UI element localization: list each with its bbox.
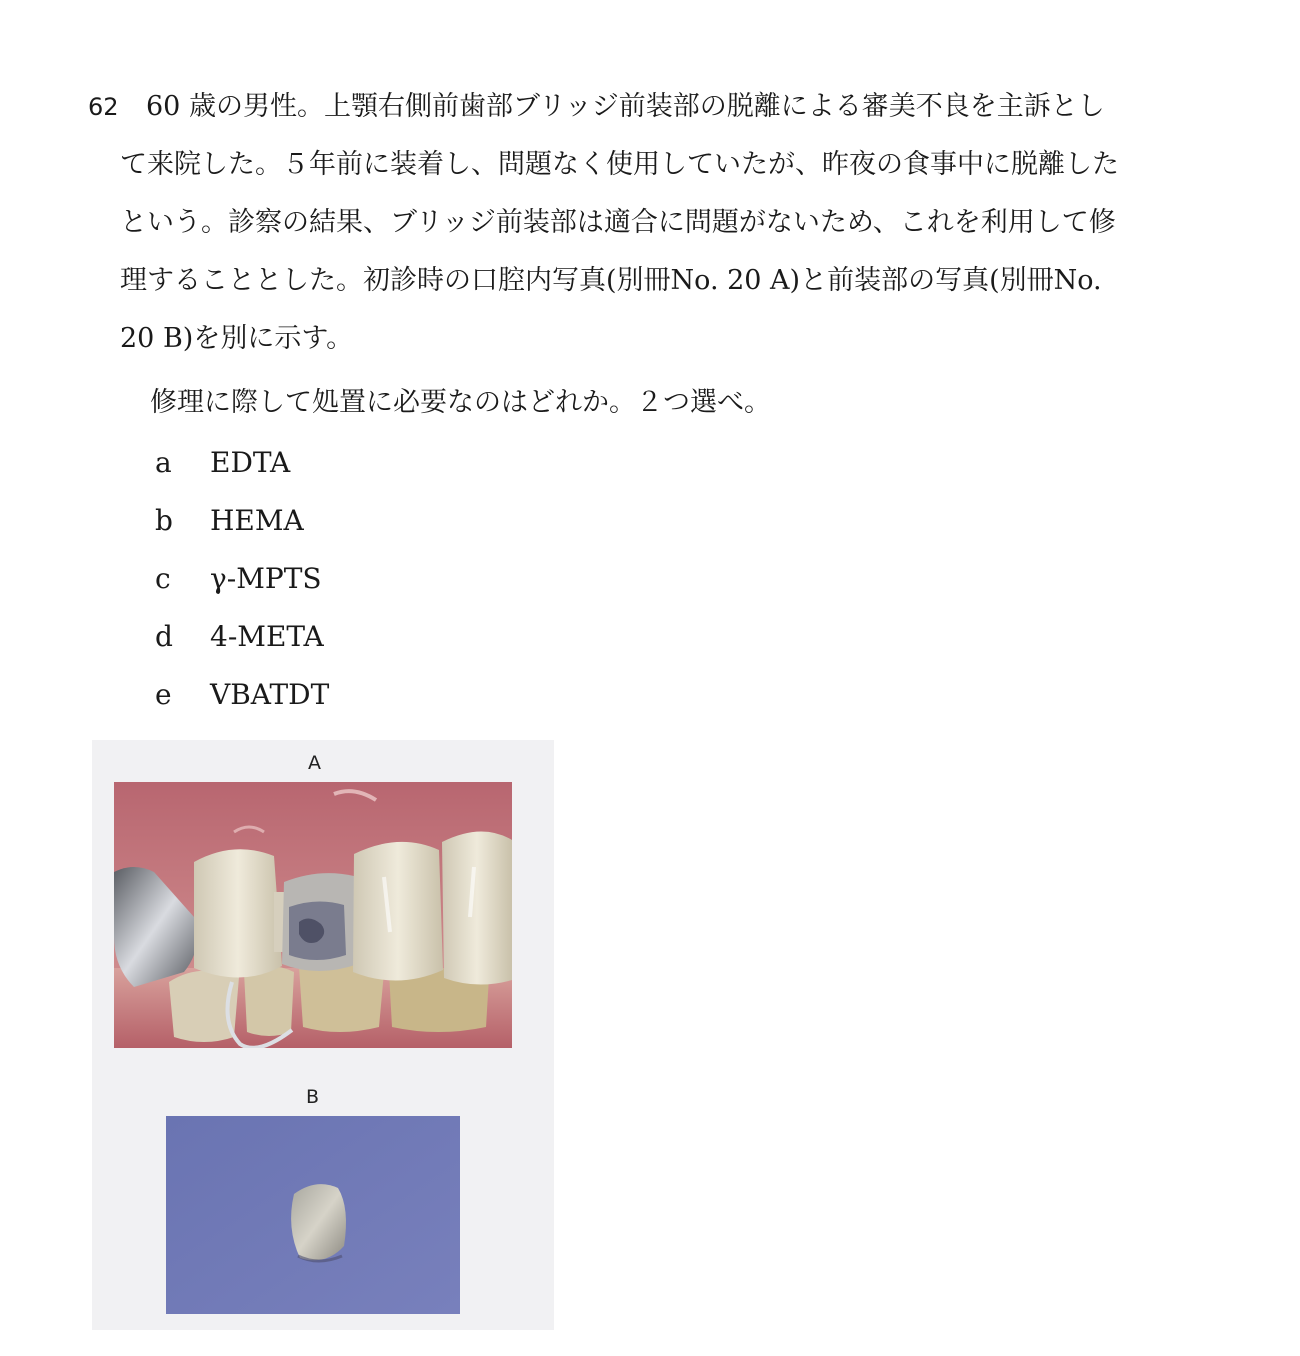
bridge-crown [353,842,443,981]
choice-e[interactable] [155,666,329,724]
choice-letter: e [155,678,172,711]
veneer-fragment [291,1184,346,1260]
figure-label-b: B [306,1086,320,1108]
stem-text-1: 60 歳の男性。上顎右側前歯部ブリッジ前装部の脱離による審美不良を主訴とし [146,91,1105,122]
question-prompt: 修理に際して処置に必要なのはどれか。２つ選べ。 [150,387,771,418]
choice-d[interactable] [155,608,329,666]
choice-text: EDTA [210,446,291,479]
figure-label-a: A [308,752,321,774]
question-stem [88,78,1228,368]
bridge-crown [442,831,512,984]
choice-text: γ-MPTS [210,562,322,595]
choice-letter: c [155,562,171,595]
choice-b[interactable] [155,492,329,550]
choice-text: VBATDT [210,678,330,711]
question-line-1 [88,78,1228,136]
stem-text-4: 理することとした。初診時の口腔内写真(別冊No. 20 A)と前装部の写真(別冊No. [120,265,1102,296]
choice-c[interactable] [155,550,329,608]
stem-text-2: て来院した。５年前に装着し、問題なく使用していたが、昨夜の食事中に脱離した [120,149,1119,180]
stem-text-3: という。診察の結果、ブリッジ前装部は適合に問題がないため、これを利用して修 [120,207,1116,238]
bridge-abutment-tooth [194,849,282,977]
choice-text: 4-META [210,620,324,653]
veneer-photo [166,1116,460,1314]
choice-letter: a [155,446,172,479]
choice-a[interactable] [155,434,329,492]
intraoral-photo [114,782,512,1048]
figure-panel [92,740,554,1330]
choice-letter: d [155,620,173,653]
stem-text-5: 20 B)を別に示す。 [120,323,354,354]
answer-choices [155,434,329,724]
question-number: 62 [88,93,119,121]
choice-text: HEMA [210,504,304,537]
choice-letter: b [155,504,173,537]
